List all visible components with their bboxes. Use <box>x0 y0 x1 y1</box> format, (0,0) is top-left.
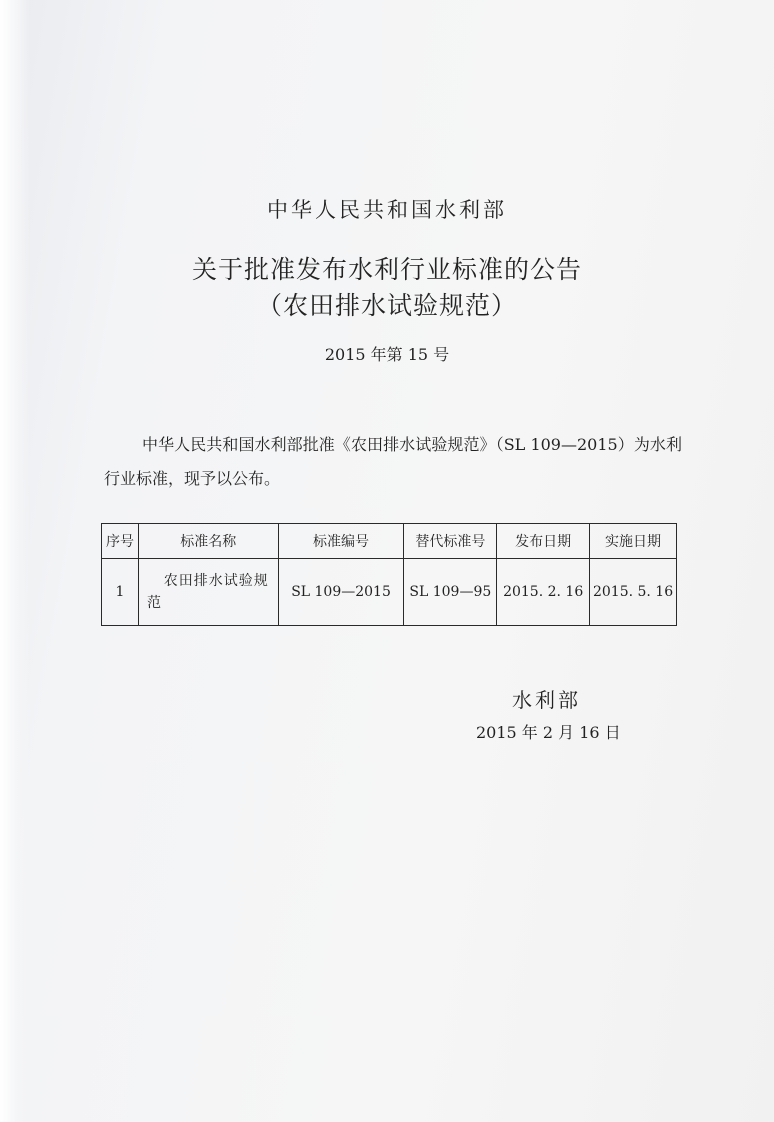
table-header-row <box>102 524 677 559</box>
notice-title-line2: （农田排水试验规范） <box>256 291 517 320</box>
header-effective-date: 实施日期 <box>590 524 677 559</box>
header-publish-date: 发布日期 <box>497 524 590 559</box>
notice-title-line1: 关于批准发布水利行业标准的公告 <box>191 255 582 284</box>
cell-standard-code: SL 109—2015 <box>278 559 404 626</box>
scan-edge <box>0 0 30 1122</box>
body-paragraph: 中华人民共和国水利部批准《农田排水试验规范》（SL 109—2015）为水利行业标准，现予以公布。 <box>104 435 682 488</box>
document-number: 2015 年第 15 号 <box>324 345 450 364</box>
cell-publish-date: 2015. 2. 16 <box>497 559 590 626</box>
cell-replaced-code: SL 109—95 <box>404 559 497 626</box>
table-row <box>102 559 677 626</box>
cell-standard-name <box>138 559 278 626</box>
cell-effective-date: 2015. 5. 16 <box>590 559 677 626</box>
header-standard-code: 标准编号 <box>278 524 404 559</box>
header-standard-name: 标准名称 <box>138 524 278 559</box>
signer-name: 水利部 <box>512 688 581 712</box>
standards-table <box>101 523 677 626</box>
signature-date: 2015 年 2 月 16 日 <box>476 723 621 742</box>
cell-index: 1 <box>102 559 139 626</box>
issuer-name: 中华人民共和国水利部 <box>267 198 507 222</box>
standard-name-text: 农田排水试验规范 <box>146 573 269 611</box>
header-index: 序号 <box>102 524 139 559</box>
header-replaced-code: 替代标准号 <box>404 524 497 559</box>
